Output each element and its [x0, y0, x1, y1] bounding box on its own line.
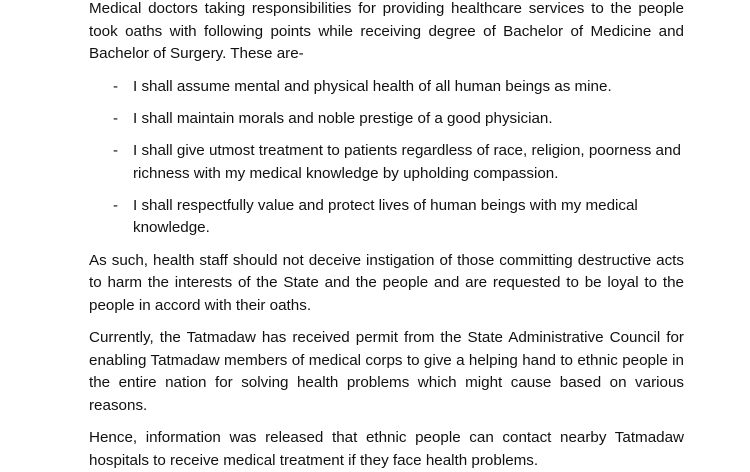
oath-text: I shall assume mental and physical health of all human beings as mine.	[133, 77, 612, 95]
oath-list	[89, 76, 684, 240]
as-such-paragraph: As such, health staff should not deceive instigation of those committing destructive acts to harm the interests of the State and the people and are requested to be loyal to the people in accord with their oaths.	[89, 251, 684, 314]
document-page	[89, 0, 684, 472]
oath-list-item	[89, 195, 684, 240]
oath-text: I shall give utmost treatment to patients regardless of race, religion, poorness and richness with my medical knowledge by upholding compassion.	[133, 142, 681, 182]
oath-list-item	[89, 108, 684, 131]
dash-bullet: -	[113, 142, 119, 160]
dash-bullet: -	[113, 196, 119, 214]
oath-text: I shall maintain morals and noble prestige of a good physician.	[133, 109, 553, 127]
oath-list-item	[89, 140, 684, 185]
oath-list-item	[89, 76, 684, 99]
intro-paragraph: Medical doctors taking responsibilities for providing healthcare services to the people took oaths with following points while receiving degree of Bachelor of Medicine and Bachelor of Surgery. These are-	[89, 0, 684, 62]
currently-paragraph: Currently, the Tatmadaw has received permit from the State Administrative Council for enabling Tatmadaw members of medical corps to give a helping hand to ethnic people in the entire nation for solving health problems which might cause based on various reasons.	[89, 329, 684, 414]
hence-paragraph: Hence, information was released that ethnic people can contact nearby Tatmadaw hospitals to receive medical treatment if they face health problems.	[89, 429, 684, 469]
oath-text: I shall respectfully value and protect lives of human beings with my medical knowledge.	[133, 196, 638, 237]
dash-bullet: -	[113, 109, 119, 127]
dash-bullet: -	[113, 77, 119, 95]
